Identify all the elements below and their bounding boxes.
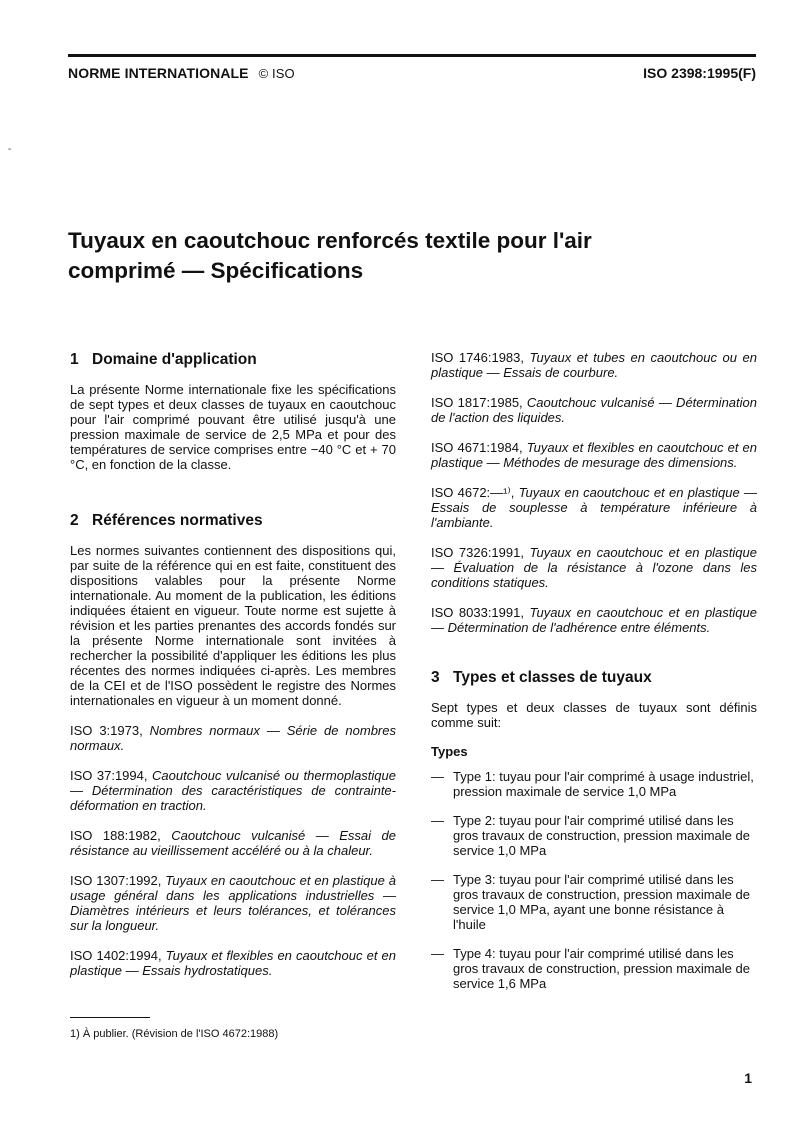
reference-title: Tuyaux et tubes en caoutchouc ou en plastique — Essais de courbure.	[431, 350, 757, 380]
dash-bullet: —	[431, 769, 444, 784]
list-item	[431, 872, 757, 932]
top-rule	[68, 54, 756, 57]
reference-item	[431, 605, 757, 635]
type-text: Type 1: tuyau pour l'air comprimé à usage industriel, pression maximale de service 1,0 MPa	[453, 769, 754, 799]
section-3-intro: Sept types et deux classes de tuyaux sont définis comme suit:	[431, 700, 757, 730]
section-1-number: 1	[70, 351, 79, 368]
norme-label: NORME INTERNATIONALE	[68, 65, 249, 81]
section-1-title: Domaine d'application	[92, 351, 257, 368]
list-item	[431, 769, 757, 799]
title-line-1: Tuyaux en caoutchouc renforcés textile pour l'air	[68, 228, 592, 253]
reference-code: ISO 3:1973,	[70, 723, 143, 738]
standard-reference: ISO 2398:1995(F)	[643, 65, 756, 81]
copyright-label: © ISO	[258, 66, 295, 81]
section-1-heading	[70, 350, 396, 370]
header-left	[68, 65, 295, 81]
footnote-rule	[70, 1017, 150, 1018]
section-2-heading	[70, 511, 396, 531]
dash-bullet: —	[431, 872, 444, 887]
reference-item	[70, 828, 396, 858]
types-list	[431, 769, 757, 991]
reference-title: Tuyaux en caoutchouc et en plastique — Détermination de l'adhérence entre éléments.	[431, 605, 757, 635]
reference-item	[70, 768, 396, 813]
section-3-number: 3	[431, 669, 440, 686]
type-text: Type 3: tuyau pour l'air comprimé utilisé dans les gros travaux de construction, pression maximale de service 1,0 MPa, ayant une bonne résistance à l'huile	[453, 872, 750, 932]
reference-title: Caoutchouc vulcanisé ou thermoplastique — Détermination des caractéristiques de contrainte-déformation en traction.	[70, 768, 396, 813]
list-item	[431, 946, 757, 991]
reference-item	[431, 350, 757, 380]
reference-item	[70, 873, 396, 933]
reference-title: Caoutchouc vulcanisé — Essai de résistance au vieillissement accéléré ou à la chaleur.	[70, 828, 396, 858]
right-column	[431, 350, 757, 991]
reference-code: ISO 1307:1992,	[70, 873, 162, 888]
list-item	[431, 813, 757, 858]
reference-code: ISO 37:1994,	[70, 768, 148, 783]
reference-code: ISO 4672:—¹⁾,	[431, 485, 515, 500]
title-line-2: comprimé — Spécifications	[68, 258, 364, 283]
reference-title: Tuyaux en caoutchouc et en plastique — Évaluation de la résistance à l'ozone dans les conditions statiques.	[431, 545, 757, 590]
section-1-text: La présente Norme internationale fixe les spécifications de sept types et deux classes de tuyaux en caoutchouc pour l'air comprimé pouvant être utilisé jusqu'à une pression maximale de service de 2,5 MPa et pour des températures de service comprises entre −40 °C et + 70 °C, en fonction de la classe.	[70, 382, 396, 472]
dash-bullet: —	[431, 813, 444, 828]
reference-title: Tuyaux et flexibles en caoutchouc et en plastique — Méthodes de mesurage des dimensions.	[431, 440, 757, 470]
dash-bullet: —	[431, 946, 444, 961]
reference-item	[70, 948, 396, 978]
reference-title: Caoutchouc vulcanisé — Détermination de l'action des liquides.	[431, 395, 757, 425]
reference-code: ISO 1402:1994,	[70, 948, 162, 963]
type-text: Type 4: tuyau pour l'air comprimé utilisé dans les gros travaux de construction, pression maximale de service 1,6 MPa	[453, 946, 750, 991]
section-2-title: Références normatives	[92, 512, 263, 529]
section-2-intro: Les normes suivantes contiennent des dispositions qui, par suite de la référence qui en est faite, constituent des dispositions valables pour la présente Norme internationale. Au moment de la publication, les éditions indiquées étaient en vigueur. Toute norme est sujette à révision et les parties prenantes des accords fondés sur la présente Norme internationale sont invitées à rechercher la possibilité d'appliquer les éditions les plus récentes des normes indiquées ci-après. Les membres de la CEI et de l'ISO possèdent le registre des Normes internationales en vigueur à un moment donné.	[70, 543, 396, 708]
reference-item	[70, 723, 396, 753]
reference-item	[431, 440, 757, 470]
section-3-title: Types et classes de tuyaux	[453, 669, 652, 686]
margin-mark: -	[8, 144, 12, 155]
document-title	[68, 226, 708, 286]
reference-code: ISO 7326:1991,	[431, 545, 524, 560]
section-2-number: 2	[70, 512, 79, 529]
reference-code: ISO 8033:1991,	[431, 605, 524, 620]
reference-item	[431, 485, 757, 530]
page-header	[68, 65, 756, 85]
reference-code: ISO 1817:1985,	[431, 395, 523, 410]
reference-title: Tuyaux en caoutchouc et en plastique — Essais de souplesse à température inférieure à l'ambiante.	[431, 485, 757, 530]
reference-title: Nombres normaux — Série de nombres normaux.	[70, 723, 396, 753]
types-subheading: Types	[431, 744, 468, 759]
reference-item	[431, 545, 757, 590]
reference-item	[431, 395, 757, 425]
section-3-heading	[431, 668, 757, 688]
reference-code: ISO 1746:1983,	[431, 350, 524, 365]
type-text: Type 2: tuyau pour l'air comprimé utilisé dans les gros travaux de construction, pression maximale de service 1,0 MPa	[453, 813, 750, 858]
reference-code: ISO 4671:1984,	[431, 440, 523, 455]
reference-code: ISO 188:1982,	[70, 828, 161, 843]
reference-title: Tuyaux et flexibles en caoutchouc et en plastique — Essais hydrostatiques.	[70, 948, 396, 978]
footnote: 1) À publier. (Révision de l'ISO 4672:1988)	[70, 1028, 279, 1040]
left-column	[70, 350, 396, 978]
reference-title: Tuyaux en caoutchouc et en plastique à usage général dans les applications industrielles — Diamètres intérieurs et leurs tolérances, et tolérances sur la longueur.	[70, 873, 396, 933]
page-number: 1	[744, 1070, 752, 1086]
